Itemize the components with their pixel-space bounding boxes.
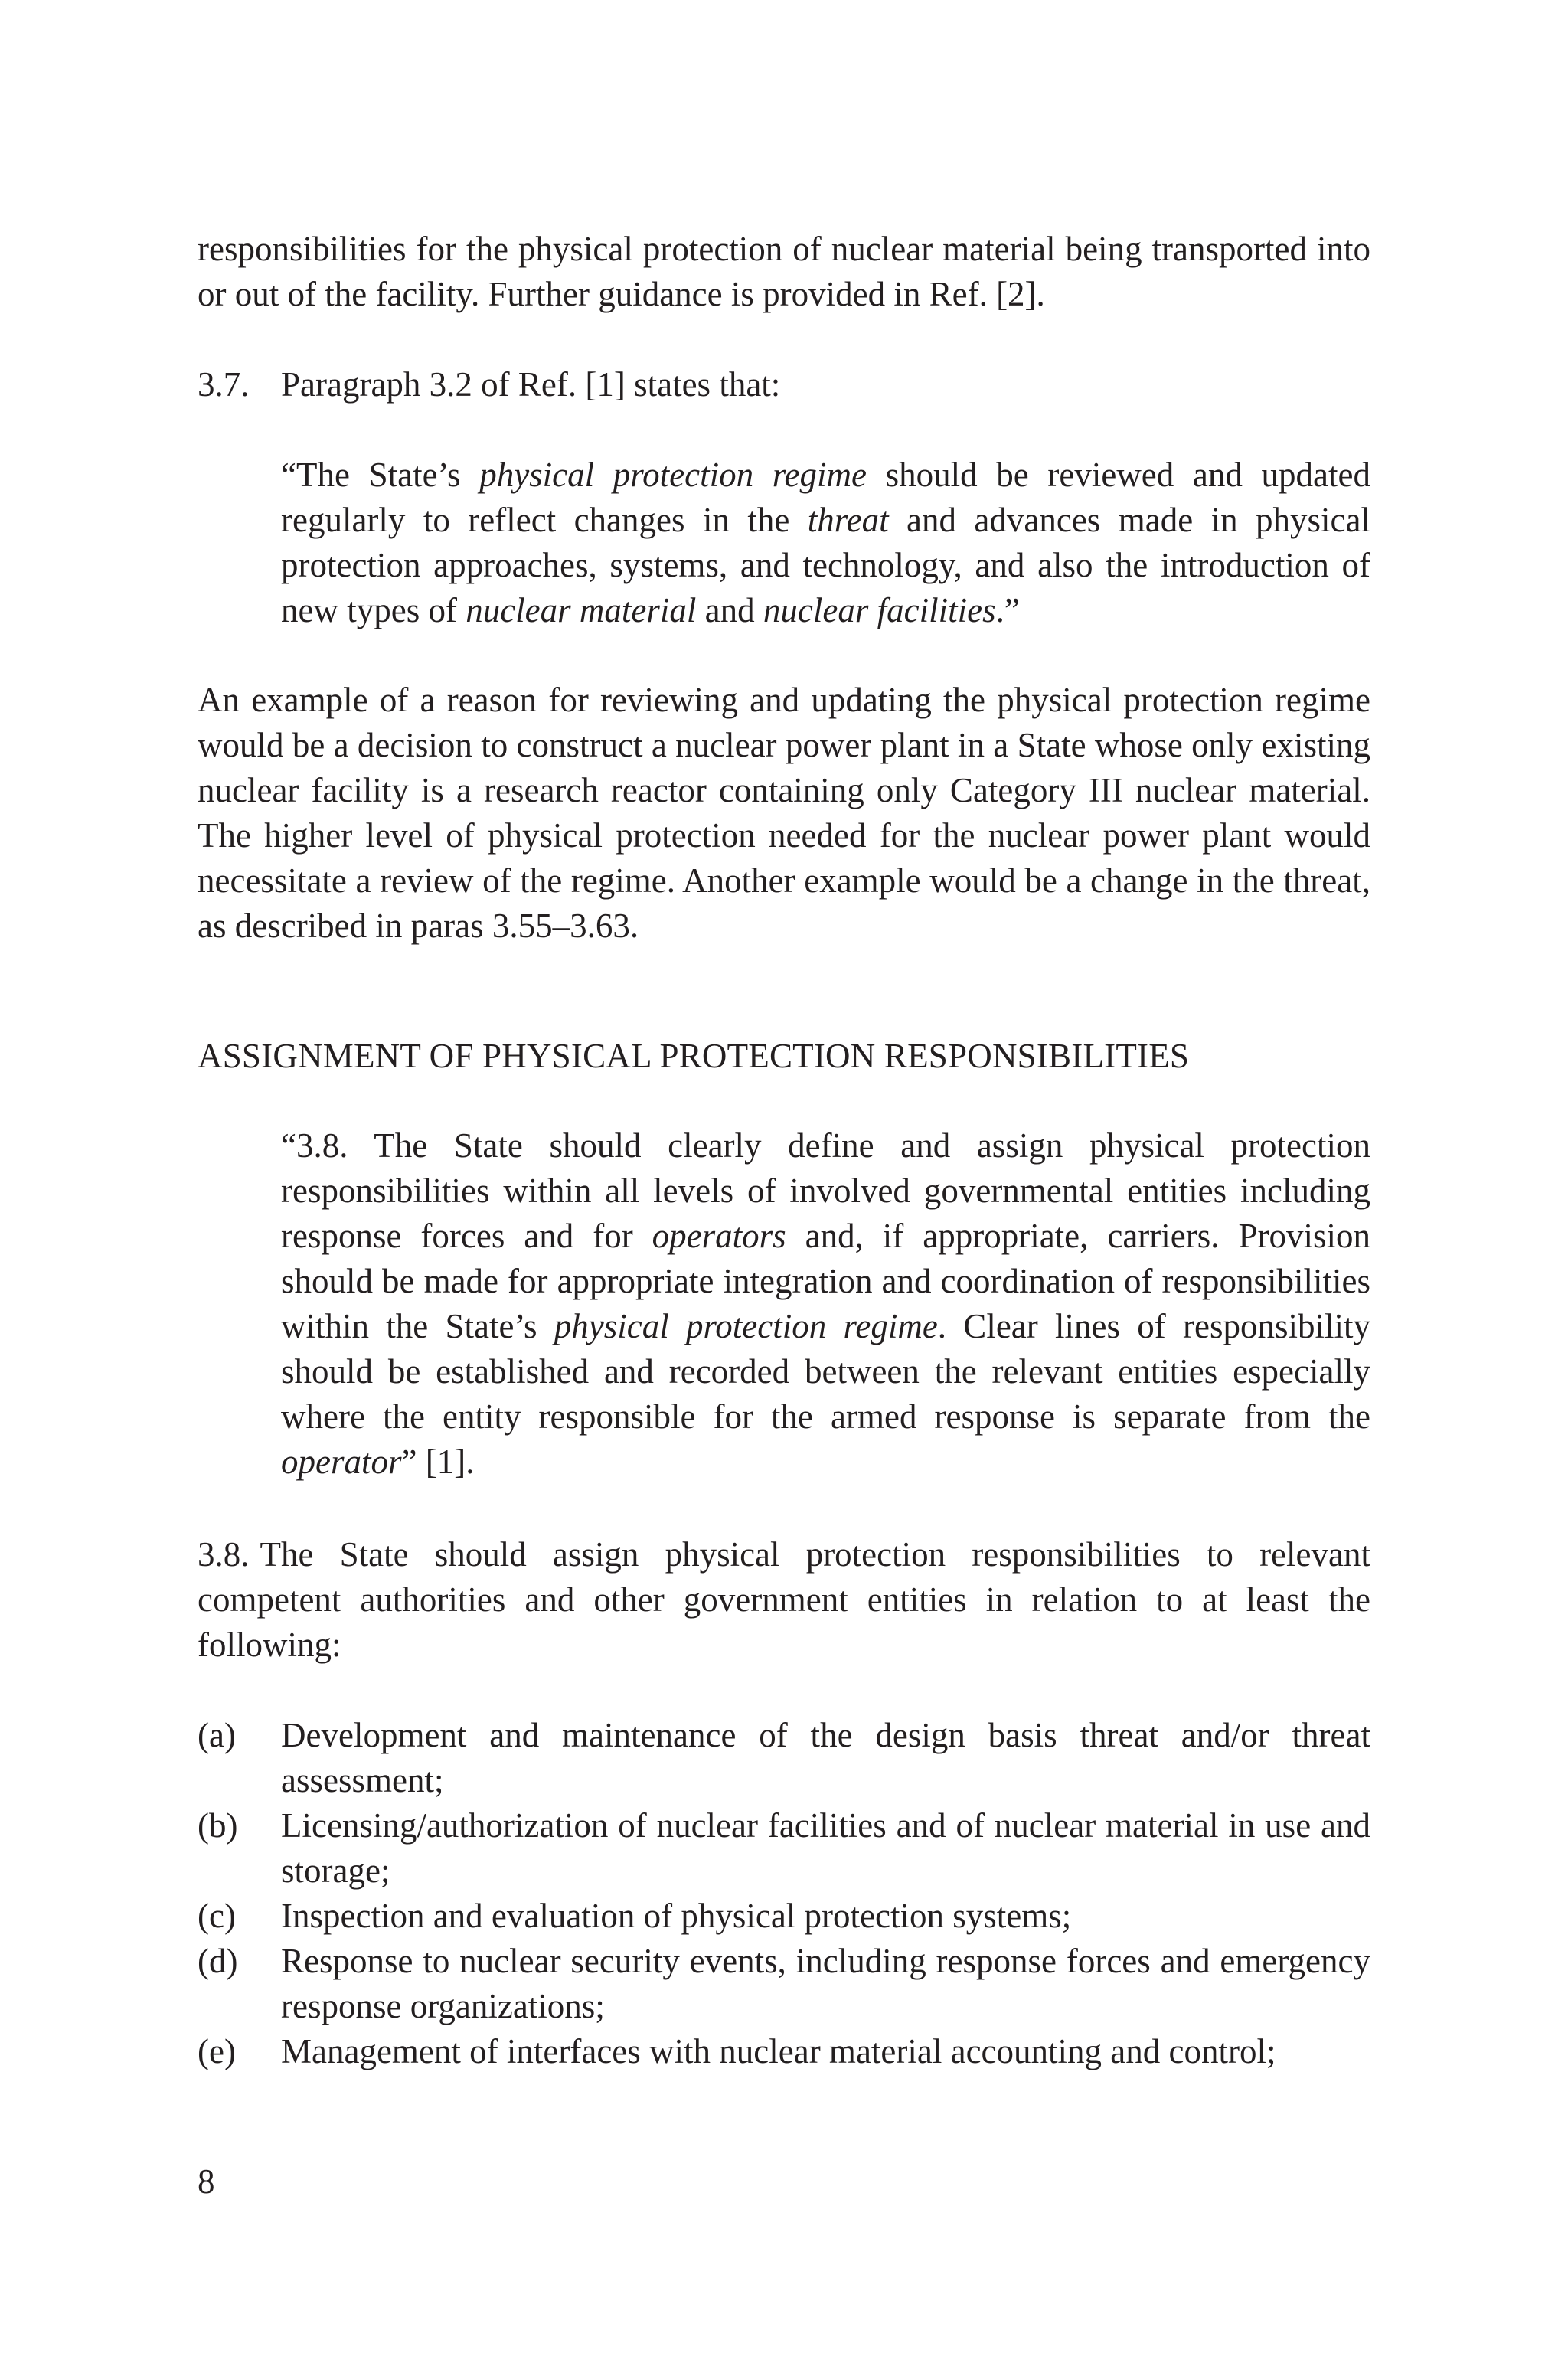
list-marker: (e) [198,2032,236,2070]
quote-emphasis: operator [281,1443,402,1481]
list-item-text: Inspection and evaluation of physical protection systems; [281,1897,1072,1935]
list-item [198,1713,1370,1803]
quote-text: .” [995,591,1020,629]
list-item [198,1894,1370,1939]
responsibilities-list [198,1713,1370,2074]
quote-block-1 [281,453,1370,633]
paragraph-text: The State should assign physical protection responsibilities to relevant competent authorities and other government entities in relation to at least the following: [198,1535,1370,1664]
section-heading: ASSIGNMENT OF PHYSICAL PROTECTION RESPONSIBILITIES [198,1037,1190,1075]
quote-emphasis: physical protection regime [479,456,867,494]
paragraph-number: 3.7. [198,365,250,404]
example-paragraph [198,678,1370,949]
quote-text: ” [1]. [401,1443,475,1481]
quote-emphasis: physical protection regime [554,1307,938,1345]
intro-text: responsibilities for the physical protection of nuclear material being transported into or out of the facility. Further guidance is provided in Ref. [2]. [198,230,1370,313]
list-item [198,1939,1370,2029]
quote-text: and advances made in physical protection approaches, systems, and technology, and also the introduction of new types of [281,501,1370,629]
quote-emphasis: nuclear material [466,591,697,629]
list-item-text: Development and maintenance of the design basis threat and/or threat assessment; [281,1716,1370,1799]
quote-emphasis: nuclear facilities [763,591,996,629]
paragraph-text: An example of a reason for reviewing and updating the physical protection regime would be a decision to construct a nuclear power plant in a State whose only existing nuclear facility is a research reactor containing only Category III nuclear material. The higher level of physical protection needed for the nuclear power plant would necessitate a review of the regime. Another example would be a change in the threat, as described in paras 3.55–3.63. [198,681,1370,945]
quote-block-2 [281,1123,1370,1485]
list-item [198,2029,1370,2074]
list-marker: (b) [198,1806,238,1845]
quote-text: . Clear lines of responsibility should be established and recorded between the relevant entities especially where the entity responsible for the armed response is separate from the [281,1307,1370,1436]
paragraph-text: Paragraph 3.2 of Ref. [1] states that: [281,365,781,404]
list-marker: (c) [198,1897,236,1935]
list-item [198,1803,1370,1894]
list-marker: (a) [198,1716,236,1754]
paragraph-number: 3.8. [198,1535,250,1574]
quote-text: “3.8. The State should clearly define and assign physical protection responsibilities within all levels of involved governmental entities including response forces and for [281,1126,1370,1255]
list-marker: (d) [198,1942,238,1980]
quote-text: should be reviewed and updated regularly to reflect changes in the [281,456,1370,539]
quote-emphasis: threat [807,501,889,539]
list-item-text: Response to nuclear security events, including response forces and emergency response organizations; [281,1942,1370,2025]
quote-text: and [696,591,763,629]
quote-text: “The State’s [281,456,480,494]
intro-paragraph [198,227,1370,317]
quote-text: and, if appropriate, carriers. Provision should be made for appropriate integration and coordination of responsibilities within the State’s [281,1217,1370,1345]
list-item-text: Licensing/authorization of nuclear facilities and of nuclear material in use and storage; [281,1806,1370,1890]
paragraph-3-8 [198,1532,1370,1668]
page-number: 8 [198,2162,215,2201]
paragraph-3-7 [198,362,1370,407]
quote-emphasis: operators [652,1217,786,1255]
list-item-text: Management of interfaces with nuclear material accounting and control; [281,2032,1276,2070]
